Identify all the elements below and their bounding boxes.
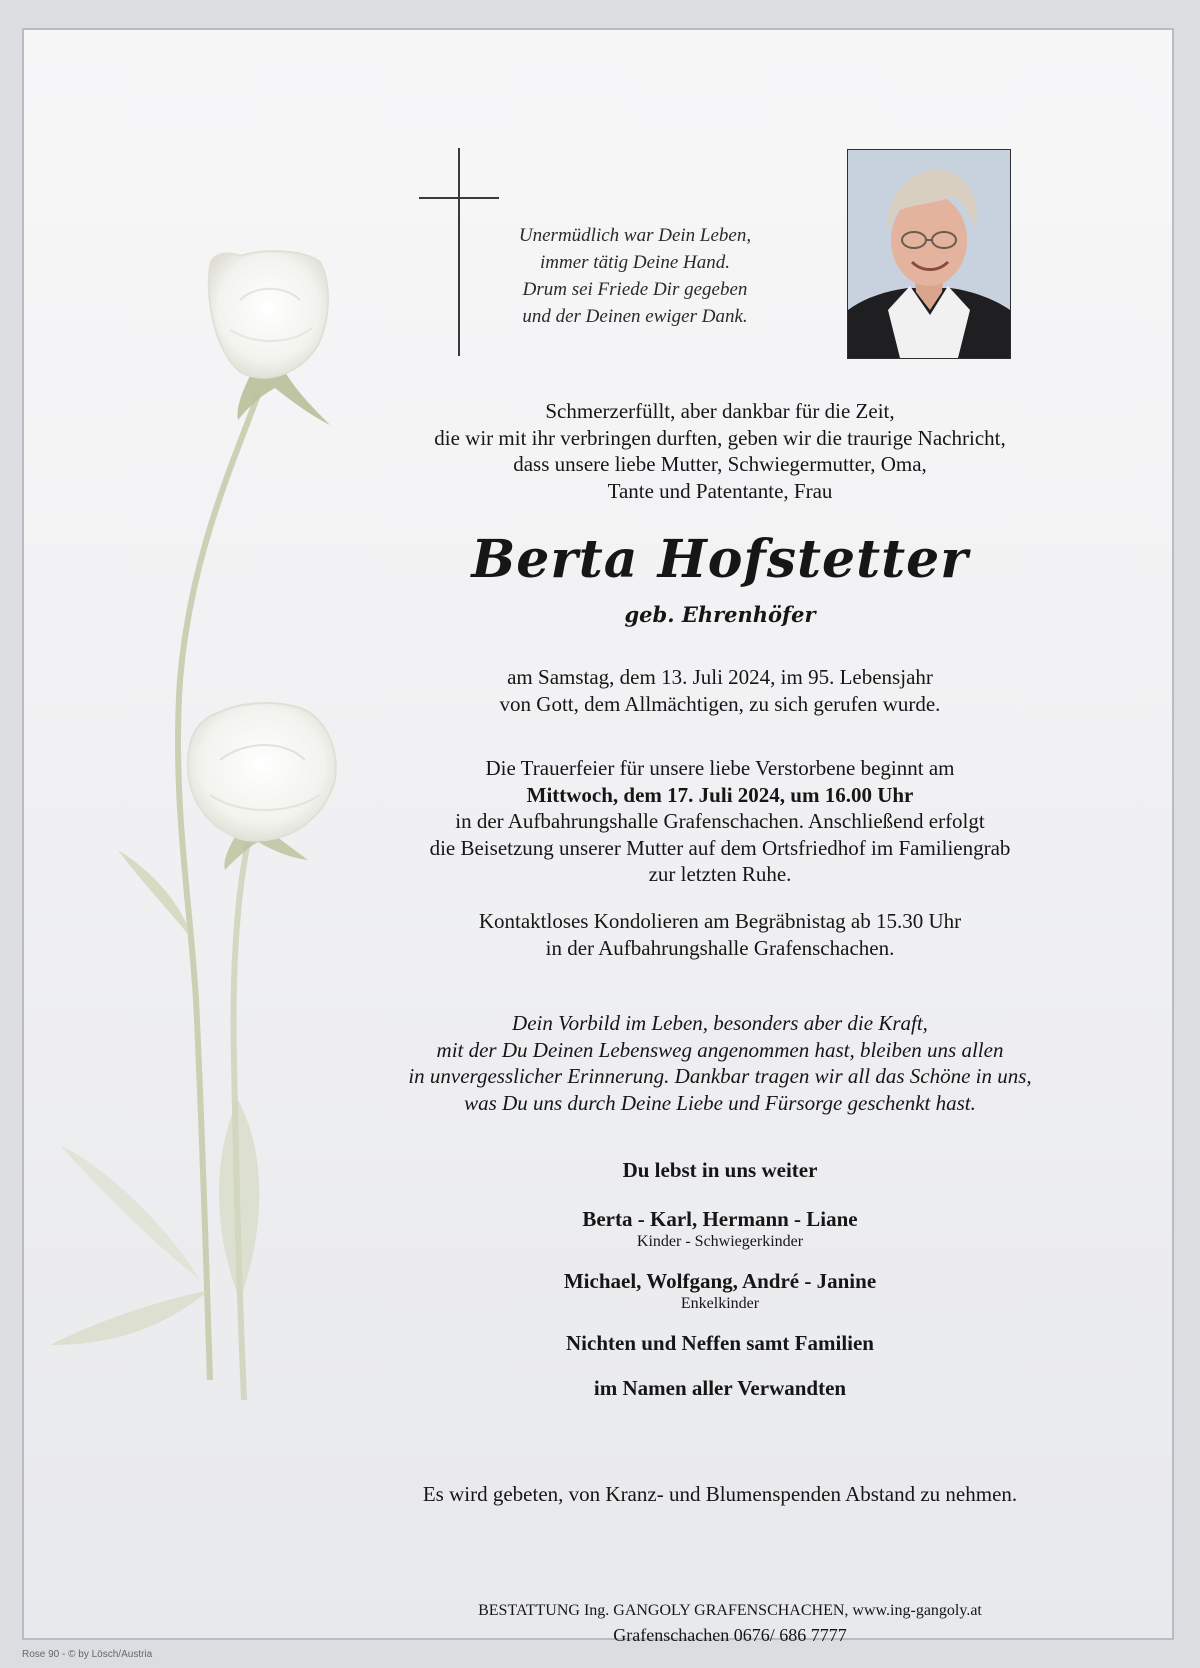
image-credit: Rose 90 - © by Lösch/Austria <box>22 1649 153 1660</box>
children-names: Berta - Karl, Hermann - Liane <box>582 1207 858 1231</box>
intro-line: dass unsere liebe Mutter, Schwiegermutter, Oma, <box>513 452 927 476</box>
contact-line: in der Aufbahrungshalle Grafenschachen. <box>545 935 895 960</box>
funeral-home-name: BESTATTUNG Ing. GANGOLY GRAFENSCHACHEN, www.ing-gangoly.at <box>478 1602 982 1619</box>
portrait-photo <box>847 149 1011 359</box>
poem-line: Unermüdlich war Dein Leben, <box>518 225 752 246</box>
poem-line: Drum sei Friede Dir gegeben <box>522 279 748 300</box>
funeral-home-phone: Grafenschachen 0676/ 686 7777 <box>613 1625 847 1645</box>
funeral-line: Die Trauerfeier für unsere liebe Verstorbene beginnt am <box>485 756 955 780</box>
tribute-line: in unvergesslicher Erinnerung. Dankbar tragen wir all das Schöne in uns, <box>408 1064 1032 1088</box>
death-line: von Gott, dem Allmächtigen, zu sich gerufen wurde. <box>499 691 941 716</box>
maiden-name: geb. Ehrenhöfer <box>624 602 816 627</box>
deceased-name: Berta Hofstetter <box>471 529 969 590</box>
funeral-line: zur letzten Ruhe. <box>648 862 792 886</box>
tribute-line: was Du uns durch Deine Liebe und Fürsorge geschenkt hast. <box>464 1090 976 1115</box>
funeral-line: in der Aufbahrungshalle Grafenschachen. Anschließend erfolgt <box>455 809 985 833</box>
contact-line: Kontaktloses Kondolieren am Begräbnistag ab 15.30 Uhr <box>478 909 962 933</box>
funeral-details <box>340 755 1100 888</box>
intro-line: die wir mit ihr verbringen durften, geben wir die traurige Nachricht, <box>434 425 1006 450</box>
funeral-line: die Beisetzung unserer Mutter auf dem Ortsfriedhof im Familiengrab <box>429 835 1011 860</box>
intro-line: Tante und Patentante, Frau <box>607 478 833 503</box>
tribute-line: Dein Vorbild im Leben, besonders aber die Kraft, <box>512 1011 928 1035</box>
death-line: am Samstag, dem 13. Juli 2024, im 95. Lebensjahr <box>507 665 933 689</box>
mourners-children <box>340 1206 1100 1252</box>
poem-line: immer tätig Deine Hand. <box>540 252 730 273</box>
funeral-home-footer <box>380 1598 1080 1648</box>
cross-icon <box>458 148 460 356</box>
grandchildren-role: Enkelkinder <box>680 1295 760 1312</box>
flower-request: Es wird gebeten, von Kranz- und Blumenspenden Abstand zu nehmen. <box>422 1482 1018 1506</box>
mourners-relatives <box>340 1375 1100 1401</box>
nieces-names: Nichten und Neffen samt Familien <box>566 1331 874 1355</box>
poem-line: und der Deinen ewiger Dank. <box>522 306 748 327</box>
relatives-line: im Namen aller Verwandten <box>593 1376 847 1400</box>
closing-phrase: Du lebst in uns weiter <box>622 1158 818 1182</box>
funeral-datetime: Mittwoch, dem 17. Juli 2024, um 16.00 Uhr <box>526 782 914 807</box>
tribute-line: mit der Du Deinen Lebensweg angenommen hast, bleiben uns allen <box>436 1037 1004 1062</box>
grandchildren-names: Michael, Wolfgang, André - Janine <box>563 1269 877 1293</box>
announcement-intro <box>340 398 1100 504</box>
condolence-info <box>340 908 1100 961</box>
children-role: Kinder - Schwiegerkinder <box>636 1233 804 1250</box>
poem <box>480 222 790 330</box>
mourners-grandchildren <box>340 1268 1100 1314</box>
mourners-nieces <box>340 1330 1100 1356</box>
intro-line: Schmerzerfüllt, aber dankbar für die Zeit, <box>545 399 895 423</box>
cross-icon-bar <box>419 197 499 199</box>
death-notice <box>340 664 1100 717</box>
tribute-text <box>340 1010 1100 1116</box>
